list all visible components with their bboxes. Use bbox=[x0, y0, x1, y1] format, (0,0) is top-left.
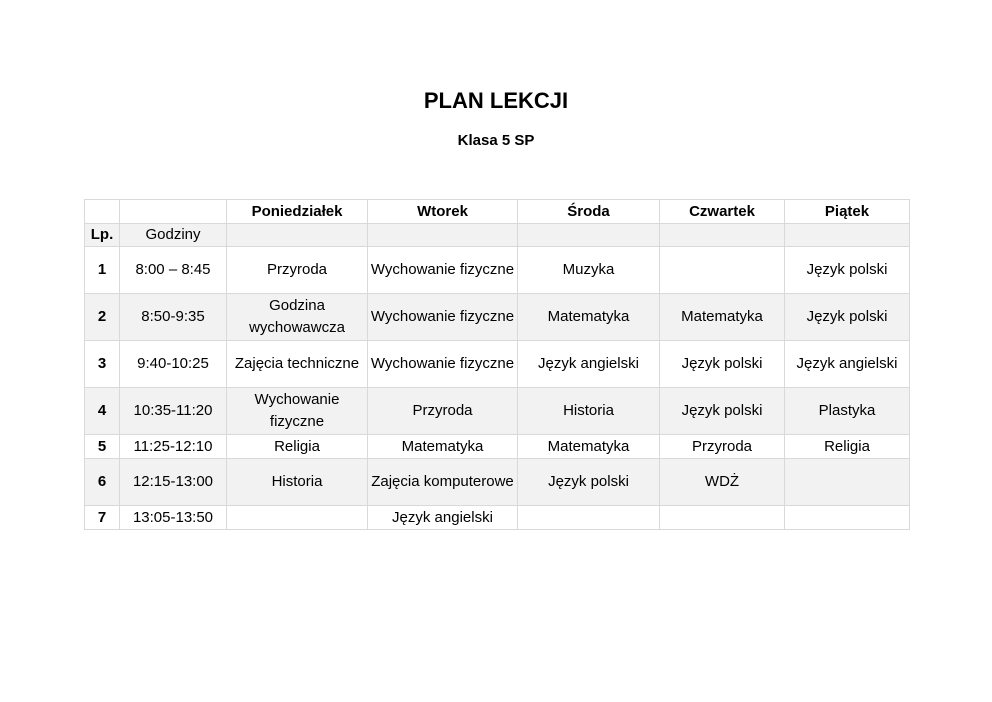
lesson-cell: Język polski bbox=[518, 459, 660, 506]
lesson-cell: Wychowanie fizyczne bbox=[227, 388, 368, 435]
empty-cell bbox=[227, 224, 368, 247]
empty-cell bbox=[660, 224, 785, 247]
lesson-cell: Matematyka bbox=[518, 294, 660, 341]
header-day: Poniedziałek bbox=[227, 200, 368, 224]
table-row bbox=[85, 506, 910, 530]
lesson-cell: Zajęcia komputerowe bbox=[368, 459, 518, 506]
lesson-cell: Język angielski bbox=[785, 341, 910, 388]
lesson-cell: Muzyka bbox=[518, 247, 660, 294]
lesson-cell bbox=[227, 506, 368, 530]
table-row bbox=[85, 341, 910, 388]
hours-header: Godziny bbox=[120, 224, 227, 247]
lesson-cell: Plastyka bbox=[785, 388, 910, 435]
lesson-number: 6 bbox=[85, 459, 120, 506]
header-day: Czwartek bbox=[660, 200, 785, 224]
empty-cell bbox=[785, 224, 910, 247]
header-empty-cell bbox=[120, 200, 227, 224]
lesson-cell: Przyroda bbox=[368, 388, 518, 435]
lesson-cell: Język angielski bbox=[518, 341, 660, 388]
lesson-cell bbox=[785, 459, 910, 506]
page-title: PLAN LEKCJI bbox=[423, 88, 569, 113]
table-row bbox=[85, 459, 910, 506]
lesson-cell: Język polski bbox=[660, 388, 785, 435]
lesson-cell: Matematyka bbox=[368, 435, 518, 459]
lesson-cell: Język polski bbox=[660, 341, 785, 388]
lesson-cell: WDŻ bbox=[660, 459, 785, 506]
lp-header: Lp. bbox=[85, 224, 120, 247]
lesson-number: 2 bbox=[85, 294, 120, 341]
lesson-cell: Język polski bbox=[785, 294, 910, 341]
lesson-cell: Przyroda bbox=[660, 435, 785, 459]
lesson-cell: Historia bbox=[518, 388, 660, 435]
header-empty-cell bbox=[85, 200, 120, 224]
header-day: Środa bbox=[518, 200, 660, 224]
lesson-cell bbox=[518, 506, 660, 530]
lesson-hours: 11:25-12:10 bbox=[120, 435, 227, 459]
lesson-cell bbox=[660, 247, 785, 294]
page-subtitle: Klasa 5 SP bbox=[457, 132, 535, 149]
lesson-cell bbox=[785, 506, 910, 530]
table-row bbox=[85, 388, 910, 435]
lesson-cell bbox=[660, 506, 785, 530]
table-row bbox=[85, 435, 910, 459]
table-row bbox=[85, 247, 910, 294]
lesson-number: 1 bbox=[85, 247, 120, 294]
lesson-hours: 9:40-10:25 bbox=[120, 341, 227, 388]
empty-cell bbox=[518, 224, 660, 247]
lesson-cell: Godzina wychowawcza bbox=[227, 294, 368, 341]
lesson-hours: 13:05-13:50 bbox=[120, 506, 227, 530]
header-day: Wtorek bbox=[368, 200, 518, 224]
lesson-hours: 12:15-13:00 bbox=[120, 459, 227, 506]
lesson-hours: 8:00 – 8:45 bbox=[120, 247, 227, 294]
lesson-number: 3 bbox=[85, 341, 120, 388]
lesson-cell: Język angielski bbox=[368, 506, 518, 530]
lesson-number: 4 bbox=[85, 388, 120, 435]
lesson-cell: Język polski bbox=[785, 247, 910, 294]
lesson-cell: Matematyka bbox=[660, 294, 785, 341]
lesson-number: 5 bbox=[85, 435, 120, 459]
header-row bbox=[85, 200, 910, 224]
lesson-cell: Religia bbox=[785, 435, 910, 459]
lesson-cell: Wychowanie fizyczne bbox=[368, 294, 518, 341]
schedule-table bbox=[84, 199, 910, 530]
lesson-hours: 8:50-9:35 bbox=[120, 294, 227, 341]
header-day: Piątek bbox=[785, 200, 910, 224]
lesson-hours: 10:35-11:20 bbox=[120, 388, 227, 435]
lesson-cell: Religia bbox=[227, 435, 368, 459]
lesson-cell: Wychowanie fizyczne bbox=[368, 341, 518, 388]
lesson-cell: Historia bbox=[227, 459, 368, 506]
lesson-cell: Zajęcia techniczne bbox=[227, 341, 368, 388]
empty-cell bbox=[368, 224, 518, 247]
table-row bbox=[85, 294, 910, 341]
subheader-row bbox=[85, 224, 910, 247]
lesson-cell: Przyroda bbox=[227, 247, 368, 294]
lesson-cell: Matematyka bbox=[518, 435, 660, 459]
lesson-number: 7 bbox=[85, 506, 120, 530]
lesson-cell: Wychowanie fizyczne bbox=[368, 247, 518, 294]
